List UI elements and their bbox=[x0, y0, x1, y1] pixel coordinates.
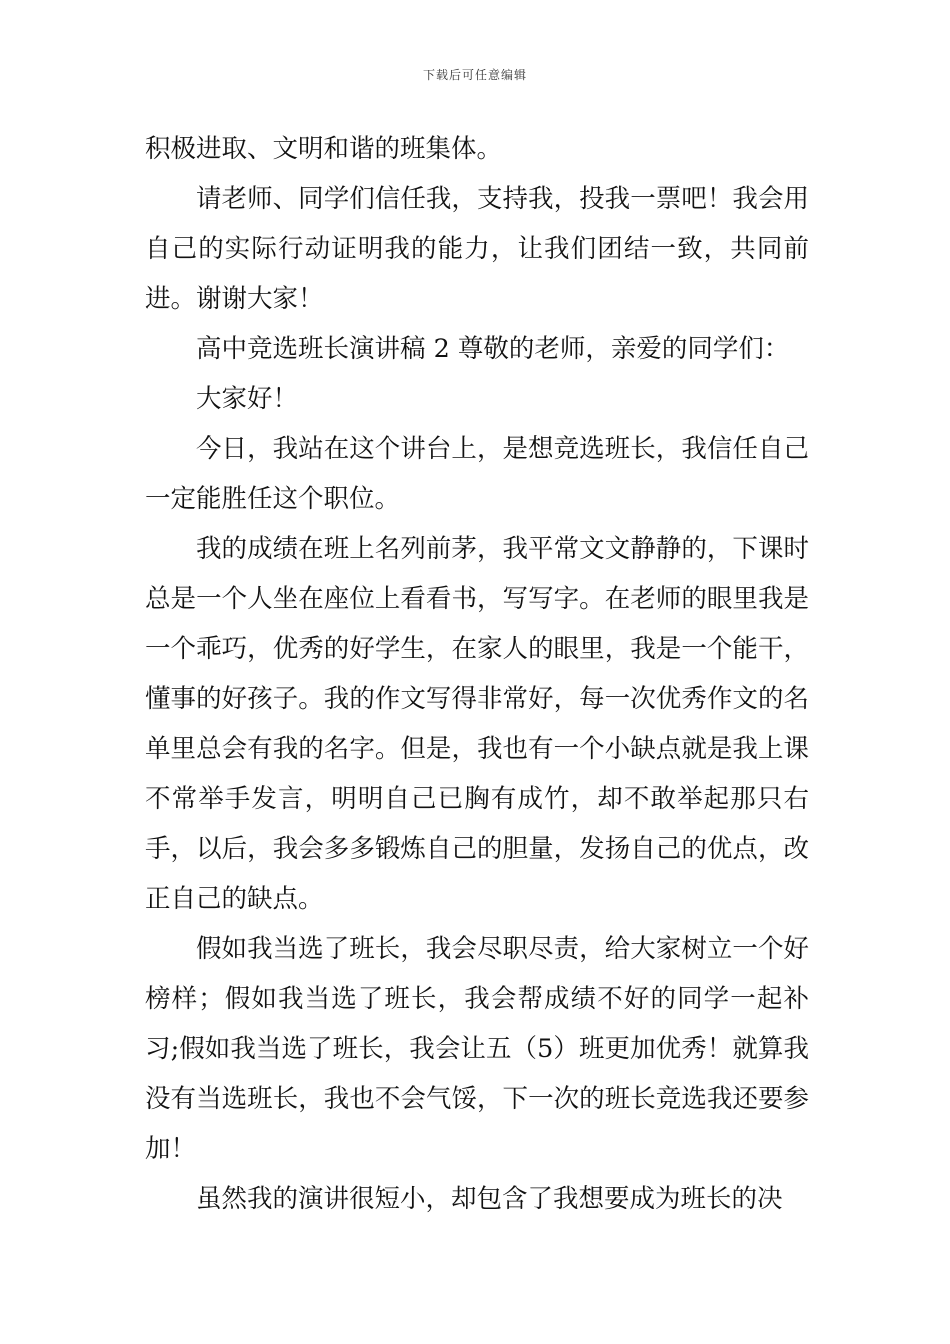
paragraph: 请老师、同学们信任我，支持我，投我一票吧！我会用自己的实际行动证明我的能力，让我们团结一致，共同前进。谢谢大家！ bbox=[145, 184, 809, 314]
paragraph: 积极进取、文明和谐的班集体。 bbox=[145, 134, 503, 164]
paragraph: 虽然我的演讲很短小，却包含了我想要成为班长的决 bbox=[196, 1184, 783, 1214]
paragraph: 假如我当选了班长，我会尽职尽责，给大家树立一个好榜样；假如我当选了班长，我会帮成绩不好的同学一起补习;假如我当选了班长，我会让五（5）班更加优秀！就算我没有当选班长，我也不会气馁，下一次的班长竞选我还要参加！ bbox=[145, 934, 809, 1164]
page-header-note: 下载后可任意编辑 bbox=[422, 68, 527, 82]
paragraph: 大家好！ bbox=[196, 384, 299, 414]
document-body bbox=[145, 124, 809, 1224]
paragraph: 今日，我站在这个讲台上，是想竞选班长，我信任自己一定能胜任这个职位。 bbox=[145, 434, 809, 514]
paragraph: 我的成绩在班上名列前茅，我平常文文静静的，下课时总是一个人坐在座位上看看书，写写字。在老师的眼里我是一个乖巧，优秀的好学生，在家人的眼里，我是一个能干，懂事的好孩子。我的作文写得非常好，每一次优秀作文的名单里总会有我的名字。但是，我也有一个小缺点就是我上课不常举手发言，明明自己已胸有成竹，却不敢举起那只右手，以后，我会多多锻炼自己的胆量，发扬自己的优点，改正自己的缺点。 bbox=[145, 534, 809, 914]
paragraph-heading: 高中竞选班长演讲稿 2 尊敬的老师，亲爱的同学们： bbox=[196, 334, 790, 364]
